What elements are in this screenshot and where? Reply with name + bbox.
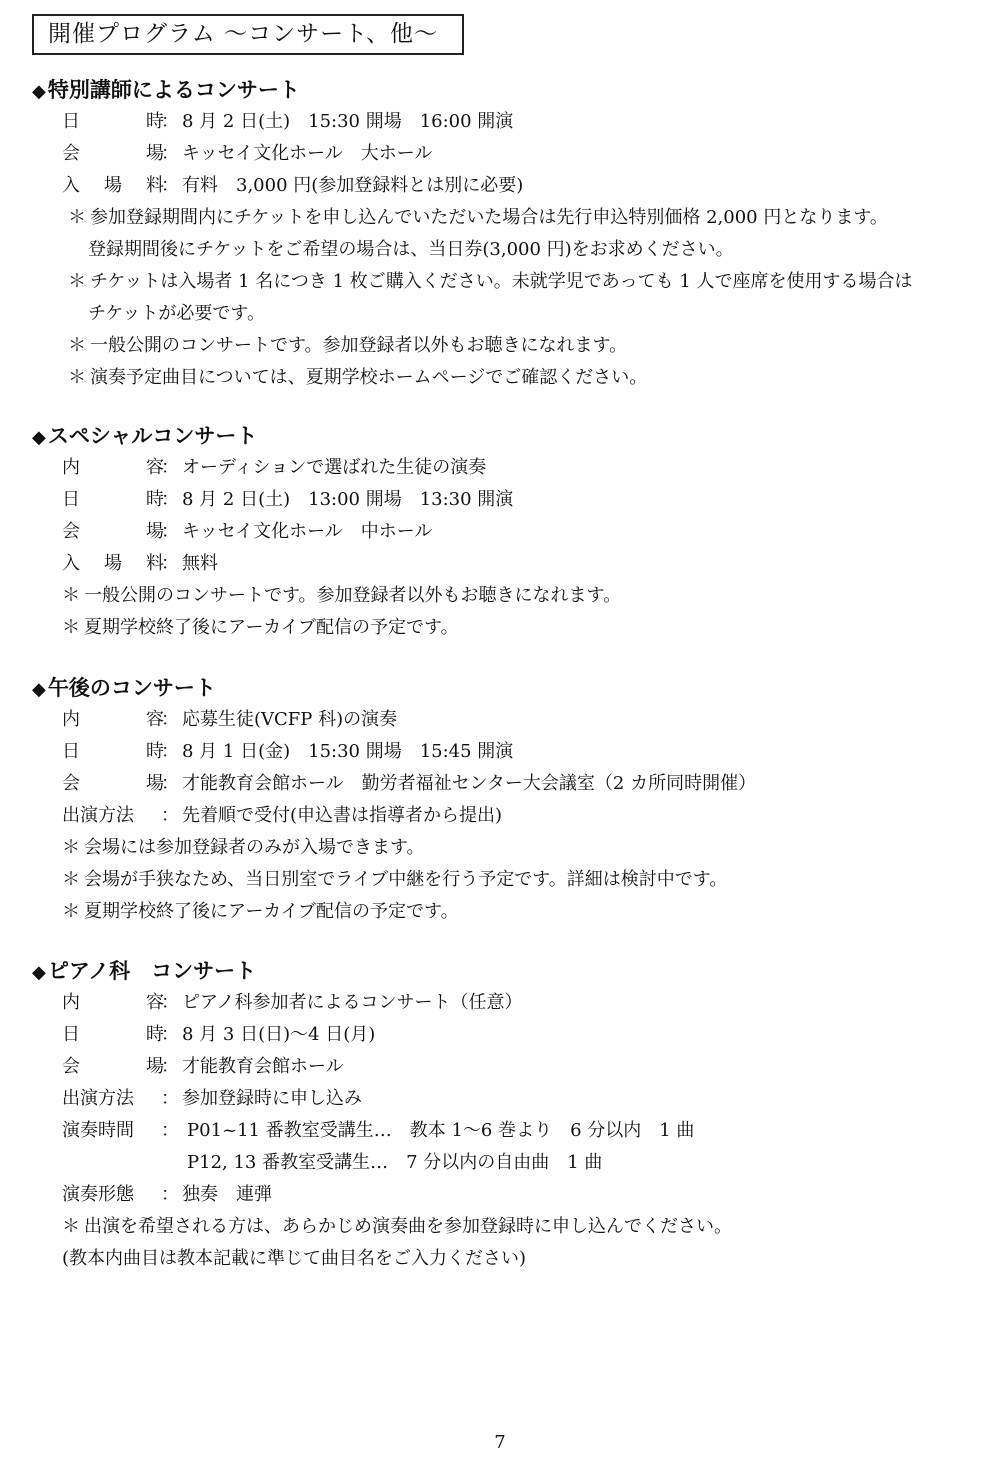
note-item: ＊ 会場には参加登録者のみが入場できます。 [62,837,425,858]
row-label: 内 容 [62,457,164,478]
colon: ： [161,1056,179,1077]
info-row-datetime [32,736,982,768]
row-value: P01~11 番教室受講生… 教本 1～6 巻より 6 分以内 1 曲 [187,1120,695,1141]
info-row-venue [32,138,982,170]
section-afternoon-concert [32,672,982,928]
row-label: 内 容 [62,992,164,1013]
section-heading-text: ピアノ科 コンサート [47,959,257,983]
colon: ： [161,1184,179,1205]
row-value: 才能教育会館ホール [182,1056,344,1077]
info-row-admission [32,170,982,202]
row-label: 演奏形態 [62,1184,134,1205]
note-item: ＊ 夏期学校終了後にアーカイブ配信の予定です。 [62,617,459,638]
section-heading-text: スペシャルコンサート [47,424,258,448]
row-value: キッセイ文化ホール 中ホール [182,521,433,542]
section-heading-text: 午後のコンサート [47,676,216,700]
row-label: 入 場 料 [62,553,164,574]
note-item: ＊ 夏期学校終了後にアーカイブ配信の予定です。 [62,901,459,922]
info-row-content [32,704,982,736]
info-row-datetime [32,106,982,138]
row-value: 無料 [182,553,218,574]
row-label: 内 容 [62,709,164,730]
row-value: ピアノ科参加者によるコンサート（任意） [182,992,523,1013]
section-heading [32,955,982,987]
diamond-bullet-icon: ◆ [32,679,46,700]
row-label: 出演方法 [62,805,134,826]
note-continuation: チケットが必要です。 [88,303,265,324]
row-value: オーディションで選ばれた生徒の演奏 [182,457,487,478]
row-label: 入 場 料 [62,175,164,196]
info-row-performance-time-continued [32,1147,982,1179]
info-row-content [32,987,982,1019]
page-number: 7 [494,1432,506,1453]
section-special-concert [32,420,982,644]
note-item: ＊ 演奏予定曲目については、夏期学校ホームページでご確認ください。 [68,367,648,388]
colon: ： [161,1088,179,1109]
row-label: 会 場 [62,143,164,164]
diamond-bullet-icon: ◆ [32,962,46,983]
section-special-lecturer-concert [32,74,982,394]
note-continuation: (教本内曲目は教本記載に準じて曲目名をご入力ください) [62,1248,527,1269]
diamond-bullet-icon: ◆ [32,427,46,448]
info-row-content [32,452,982,484]
colon: ： [161,1120,179,1141]
row-label: 日 時 [62,489,164,510]
colon: ： [161,741,179,762]
info-row-performance-method [32,800,982,832]
row-value: P12, 13 番教室受講生… 7 分以内の自由曲 1 曲 [187,1152,603,1173]
row-value: 独奏 連弾 [182,1184,272,1205]
colon: ： [161,1024,179,1045]
row-value: 8 月 3 日(日)～4 日(月) [182,1024,376,1045]
info-row-venue [32,516,982,548]
note-item: ＊ 参加登録期間内にチケットを申し込んでいただいた場合は先行申込特別価格 2,000 円となります。 [68,207,888,228]
row-value: 応募生徒(VCFP 科)の演奏 [182,709,398,730]
row-label: 日 時 [62,111,164,132]
row-value: 参加登録時に申し込み [182,1088,362,1109]
colon: ： [161,773,179,794]
info-row-datetime [32,1019,982,1051]
row-value: 先着順で受付(申込書は指導者から提出) [182,805,503,826]
row-value: 8 月 2 日(土) 15:30 開場 16:00 開演 [182,111,514,132]
info-row-performance-form [32,1179,982,1211]
note-item: ＊ 一般公開のコンサートです。参加登録者以外もお聴きになれます。 [68,335,628,356]
info-row-venue [32,768,982,800]
colon: ： [161,805,179,826]
colon: ： [161,175,179,196]
colon: ： [161,992,179,1013]
note-item: ＊ 会場が手狭なため、当日別室でライブ中継を行う予定です。詳細は検討中です。 [62,869,728,890]
colon: ： [161,521,179,542]
info-row-admission [32,548,982,580]
colon: ： [161,709,179,730]
page-title: 開催プログラム ～コンサート、他～ [32,14,464,55]
colon: ： [161,489,179,510]
colon: ： [161,143,179,164]
section-heading [32,74,982,106]
row-label: 日 時 [62,741,164,762]
section-piano-concert [32,955,982,1275]
note-item: ＊ 一般公開のコンサートです。参加登録者以外もお聴きになれます。 [62,585,622,606]
section-heading [32,420,982,452]
row-value: 有料 3,000 円(参加登録料とは別に必要) [182,175,524,196]
colon: ： [161,111,179,132]
info-row-venue [32,1051,982,1083]
info-row-performance-method [32,1083,982,1115]
row-value: 才能教育会館ホール 勤労者福祉センター大会議室（2 カ所同時開催） [182,773,757,794]
info-row-datetime [32,484,982,516]
row-value: 8 月 1 日(金) 15:30 開場 15:45 開演 [182,741,514,762]
info-row-performance-time [32,1115,982,1147]
row-label: 演奏時間 [62,1120,134,1141]
diamond-bullet-icon: ◆ [32,81,46,102]
row-value: キッセイ文化ホール 大ホール [182,143,433,164]
row-label: 会 場 [62,521,164,542]
row-label: 日 時 [62,1024,164,1045]
note-item: ＊ 出演を希望される方は、あらかじめ演奏曲を参加登録時に申し込んでください。 [62,1216,732,1237]
row-label: 会 場 [62,773,164,794]
row-value: 8 月 2 日(土) 13:00 開場 13:30 開演 [182,489,514,510]
colon: ： [161,553,179,574]
row-label: 会 場 [62,1056,164,1077]
note-continuation: 登録期間後にチケットをご希望の場合は、当日券(3,000 円)をお求めください。 [88,239,734,260]
note-item: ＊ チケットは入場者 1 名につき 1 枚ご購入ください。未就学児であっても 1 人で座席を使用する場合は [68,271,913,292]
colon: ： [161,457,179,478]
row-label: 出演方法 [62,1088,134,1109]
section-heading-text: 特別講師によるコンサート [47,78,300,102]
section-heading [32,672,982,704]
